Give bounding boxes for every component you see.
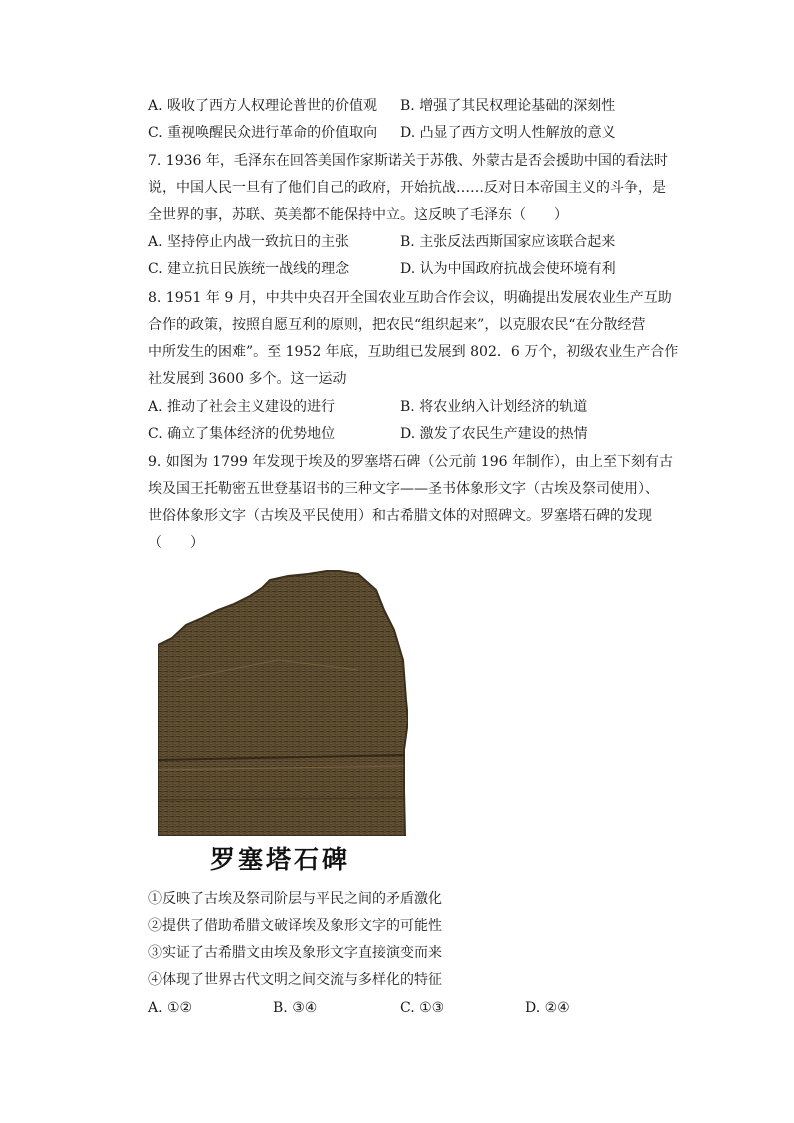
q9-stem-line-2: 埃及国王托勒密五世登基诏书的三种文字——圣书体象形文字（古埃及祭司使用）、 — [148, 481, 659, 497]
q8-option-b[interactable]: B. 将农业纳入计划经济的轨道 — [400, 399, 588, 415]
q7-option-b[interactable]: B. 主张反法西斯国家应该联合起来 — [400, 234, 616, 250]
q7-stem-line-2: 说，中国人民一旦有了他们自己的政府，开始抗战……反对日本帝国主义的斗争，是 — [148, 180, 666, 196]
q7-option-a[interactable]: A. 坚持停止内战一致抗日的主张 — [148, 234, 350, 250]
q9-option-a[interactable]: A. ①② — [148, 1000, 193, 1016]
q7-option-c[interactable]: C. 建立抗日民族统一战线的理念 — [148, 261, 350, 277]
q9-statement-4: ④体现了世界古代文明之间交流与多样化的特征 — [148, 972, 442, 988]
q8-stem-line-1: 8. 1951 年 9 月，中共中央召开全国农业互助合作会议，明确提出发展农业生产互助 — [148, 290, 672, 306]
q9-stem-line-4: （ ） — [148, 535, 204, 551]
q8-option-c[interactable]: C. 确立了集体经济的优势地位 — [148, 426, 336, 442]
q9-statement-3: ③实证了古希腊文由埃及象形文字直接演变而来 — [148, 945, 442, 961]
q6-option-a[interactable]: A. 吸收了西方人权理论普世的价值观 — [148, 98, 378, 114]
q9-option-d[interactable]: D. ②④ — [525, 1000, 570, 1016]
q9-statement-2: ②提供了借助希腊文破译埃及象形文字的可能性 — [148, 918, 442, 934]
q8-stem-line-4: 社发展到 3600 多个。这一运动 — [148, 371, 347, 387]
q7-stem-line-3: 全世界的事，苏联、英美都不能保持中立。这反映了毛泽东（ ） — [148, 207, 568, 223]
q8-option-a[interactable]: A. 推动了社会主义建设的进行 — [148, 399, 336, 415]
q8-option-d[interactable]: D. 激发了农民生产建设的热情 — [400, 426, 588, 442]
q6-option-c[interactable]: C. 重视唤醒民众进行革命的价值取向 — [148, 125, 378, 141]
q6-option-d[interactable]: D. 凸显了西方文明人性解放的意义 — [400, 125, 616, 141]
q9-option-c[interactable]: C. ①③ — [400, 1000, 445, 1016]
q9-stem-line-3: 世俗体象形文字（古埃及平民使用）和古希腊文体的对照碑文。罗塞塔石碑的发现 — [148, 508, 652, 524]
rosetta-stone-image — [158, 570, 408, 836]
q8-stem-line-2: 合作的政策，按照自愿互利的原则，把农民“组织起来”，以克服农民“在分散经营 — [148, 317, 646, 333]
q6-option-b[interactable]: B. 增强了其民权理论基础的深刻性 — [400, 98, 616, 114]
q8-stem-line-3: 中所发生的困难”。至 1952 年底，互助组已发展到 802．6 万个，初级农业生产合作 — [148, 344, 679, 360]
q9-stem-line-1: 9. 如图为 1799 年发现于埃及的罗塞塔石碑（公元前 196 年制作），由上至下刻有古 — [148, 454, 673, 470]
q7-stem-line-1: 7. 1936 年，毛泽东在回答美国作家斯诺关于苏俄、外蒙古是否会援助中国的看法时 — [148, 153, 668, 169]
q7-option-d[interactable]: D. 认为中国政府抗战会使环境有利 — [400, 261, 616, 277]
q9-statement-1: ①反映了古埃及祭司阶层与平民之间的矛盾激化 — [148, 891, 442, 907]
q9-option-b[interactable]: B. ③④ — [273, 1000, 318, 1016]
figure-caption: 罗塞塔石碑 — [210, 845, 351, 874]
